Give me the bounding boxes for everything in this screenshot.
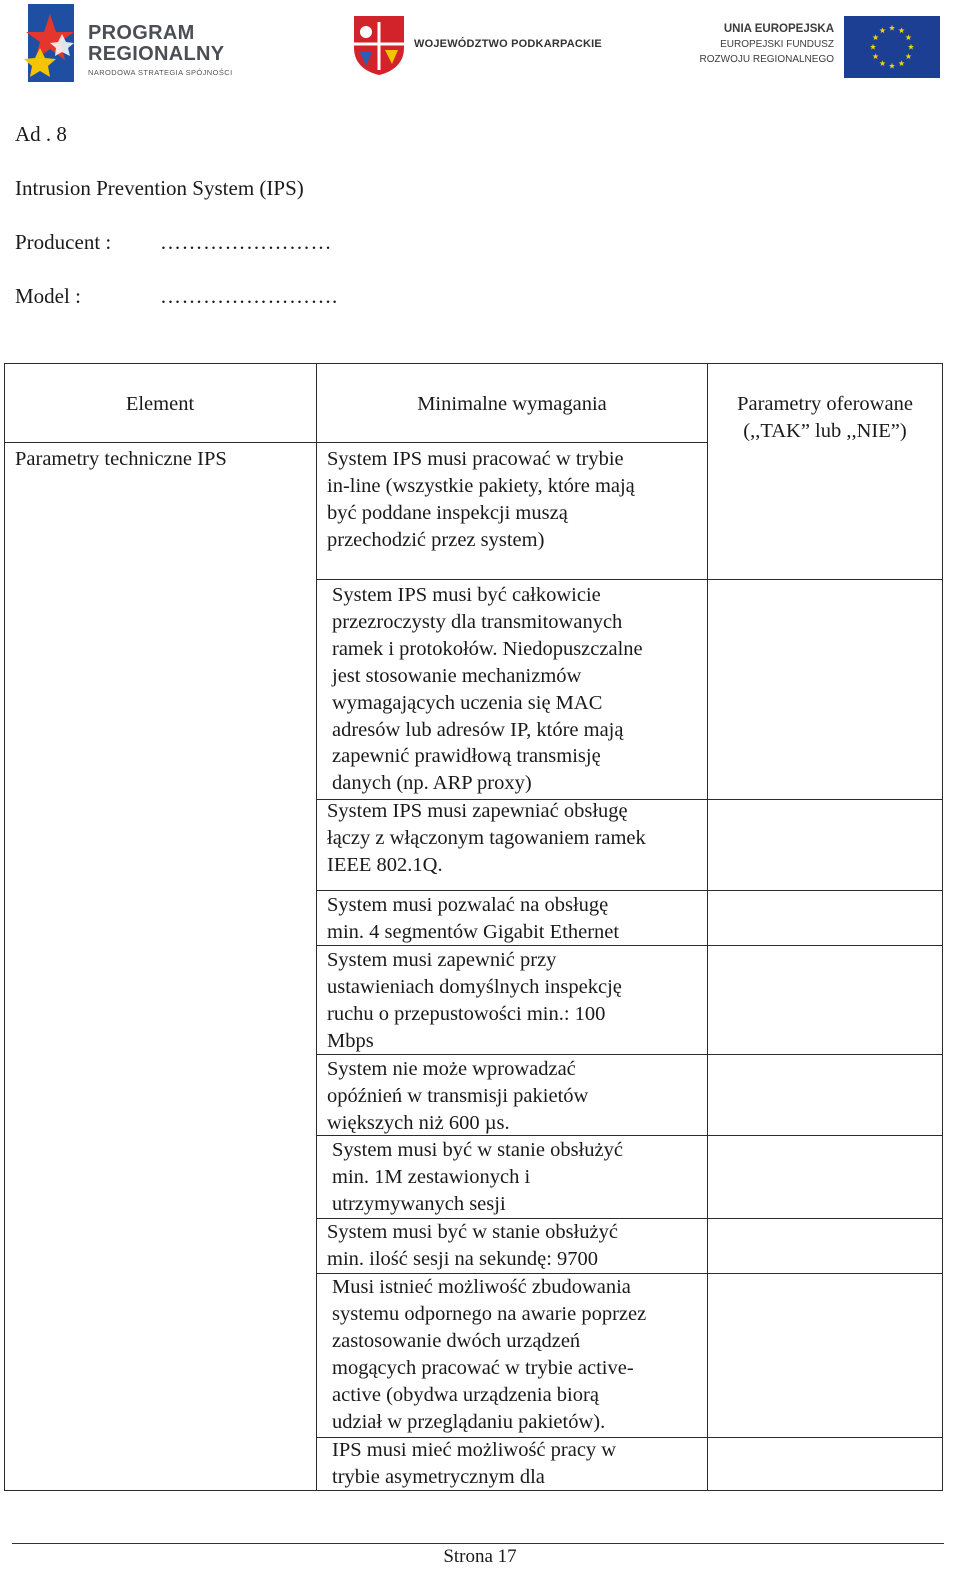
requirement-line: zapewnić prawidłową transmisję <box>332 745 601 768</box>
page-number: Strona 17 <box>443 1546 517 1567</box>
offered-answer-cell[interactable] <box>708 1055 942 1135</box>
requirement-line: System musi być w stanie obsłużyć <box>332 1139 623 1161</box>
logo-eu-line1: UNIA EUROPEJSKA <box>723 23 834 35</box>
logo-eu-line3: ROZWOJU REGIONALNEGO <box>699 54 834 65</box>
requirement-line: System IPS musi być całkowicie <box>332 584 601 606</box>
requirement-line: System IPS musi pracować w trybie <box>327 448 624 470</box>
requirement-row <box>332 1137 623 1218</box>
requirement-line: min. 4 segmentów Gigabit Ethernet <box>327 920 620 943</box>
header-logos <box>0 0 960 95</box>
requirements-table <box>4 363 943 1491</box>
offered-answer-cell[interactable] <box>708 1274 942 1437</box>
requirement-line: ruchu o przepustowości min.: 100 <box>327 1002 606 1025</box>
requirement-line: System musi być w stanie obsłużyć <box>327 1221 618 1243</box>
requirement-row <box>327 446 635 554</box>
offered-answer-cell[interactable] <box>708 1219 942 1273</box>
wojewodztwo-podkarpackie-logo <box>352 14 622 80</box>
requirement-line: danych (np. ARP proxy) <box>332 772 532 795</box>
requirement-line: większych niż 600 µs. <box>327 1111 510 1134</box>
requirement-line: Musi istnieć możliwość zbudowania <box>332 1276 631 1298</box>
requirement-line: System nie może wprowadzać <box>327 1058 576 1080</box>
requirement-line: IPS musi mieć możliwość pracy w <box>332 1439 617 1461</box>
document-title: Intrusion Prevention System (IPS) <box>15 176 304 200</box>
program-regionalny-logo <box>22 4 262 84</box>
requirement-line: systemu odpornego na awarie poprzez <box>332 1302 647 1325</box>
offered-answer-cell[interactable] <box>708 1136 942 1218</box>
logo-region-text: WOJEWÓDZTWO PODKARPACKIE <box>414 38 602 50</box>
requirement-row <box>327 947 622 1055</box>
offered-answer-cell[interactable] <box>708 1438 942 1490</box>
requirement-line: IEEE 802.1Q. <box>327 853 443 876</box>
header-element: Element <box>125 393 195 415</box>
offered-answer-cell[interactable] <box>708 946 942 1054</box>
requirement-row <box>327 1056 588 1137</box>
requirement-line: Mbps <box>327 1029 374 1052</box>
logo-program-line2: REGIONALNY <box>88 43 225 65</box>
element-label: Parametry techniczne IPS <box>15 448 227 470</box>
footer-divider <box>12 1543 944 1544</box>
requirement-row <box>332 582 643 797</box>
section-number: Ad . 8 <box>15 122 67 146</box>
offered-answer-cell[interactable] <box>708 580 942 799</box>
requirement-line: in-line (wszystkie pakiety, które mają <box>327 474 635 497</box>
requirement-line: opóźnień w transmisji pakietów <box>327 1084 589 1107</box>
offered-answer-cell[interactable] <box>708 443 942 579</box>
header-offered-line2: (,,TAK” lub ,,NIE”) <box>743 420 907 442</box>
requirement-row <box>327 1219 618 1273</box>
requirement-line: System musi pozwalać na obsługę <box>327 894 609 916</box>
requirement-line: min. ilość sesji na sekundę: 9700 <box>327 1247 599 1270</box>
requirement-line: min. 1M zestawionych i <box>332 1165 531 1188</box>
star-emblem-icon <box>22 4 84 84</box>
model-field[interactable]: ……………………. <box>160 284 338 308</box>
model-label: Model : <box>15 284 81 308</box>
logo-program-line1: PROGRAM <box>88 22 195 44</box>
requirement-line: zastosowanie dwóch urządzeń <box>332 1329 581 1352</box>
offered-answer-cell[interactable] <box>708 891 942 945</box>
requirement-line: System IPS musi zapewniać obsługę <box>327 800 628 822</box>
requirement-line: System musi zapewnić przy <box>327 949 557 971</box>
requirement-line: adresów lub adresów IP, które mają <box>332 718 624 741</box>
header-offered-line1: Parametry oferowane <box>737 393 913 415</box>
requirement-line: wymagających uczenia się MAC <box>332 691 603 714</box>
logo-eu-line2: EUROPEJSKI FUNDUSZ <box>720 39 834 50</box>
requirement-line: jest stosowanie mechanizmów <box>332 664 582 687</box>
requirement-line: trybie asymetrycznym dla <box>332 1465 545 1488</box>
requirement-line: ustawieniach domyślnych inspekcję <box>327 975 622 998</box>
requirement-row <box>327 798 646 879</box>
requirement-line: łączy z włączonym tagowaniem ramek <box>327 826 646 849</box>
requirement-line: udział w przeglądaniu pakietów). <box>332 1410 606 1433</box>
requirement-line: przezroczysty dla transmitowanych <box>332 610 623 633</box>
logo-program-tagline: NARODOWA STRATEGIA SPÓJNOŚCI <box>88 68 233 77</box>
header-requirements: Minimalne wymagania <box>417 393 607 415</box>
requirement-line: active (obydwa urządzenia biorą <box>332 1383 599 1406</box>
producer-label: Producent : <box>15 230 112 254</box>
requirement-row <box>332 1437 616 1491</box>
requirement-line: utrzymywanych sesji <box>332 1192 506 1215</box>
requirement-row <box>327 892 619 946</box>
requirement-line: być poddane inspekcji muszą <box>327 501 568 524</box>
eu-logo <box>696 14 940 80</box>
eu-flag-icon <box>844 16 940 78</box>
coat-of-arms-icon <box>352 14 406 76</box>
offered-answer-cell[interactable] <box>708 800 942 890</box>
requirement-line: przechodzić przez system) <box>327 528 545 551</box>
requirement-row <box>332 1274 646 1435</box>
requirement-line: ramek i protokołów. Niedopuszczalne <box>332 637 643 660</box>
producer-field[interactable]: …………………… <box>160 230 332 254</box>
requirement-line: mogących pracować w trybie active- <box>332 1356 634 1379</box>
